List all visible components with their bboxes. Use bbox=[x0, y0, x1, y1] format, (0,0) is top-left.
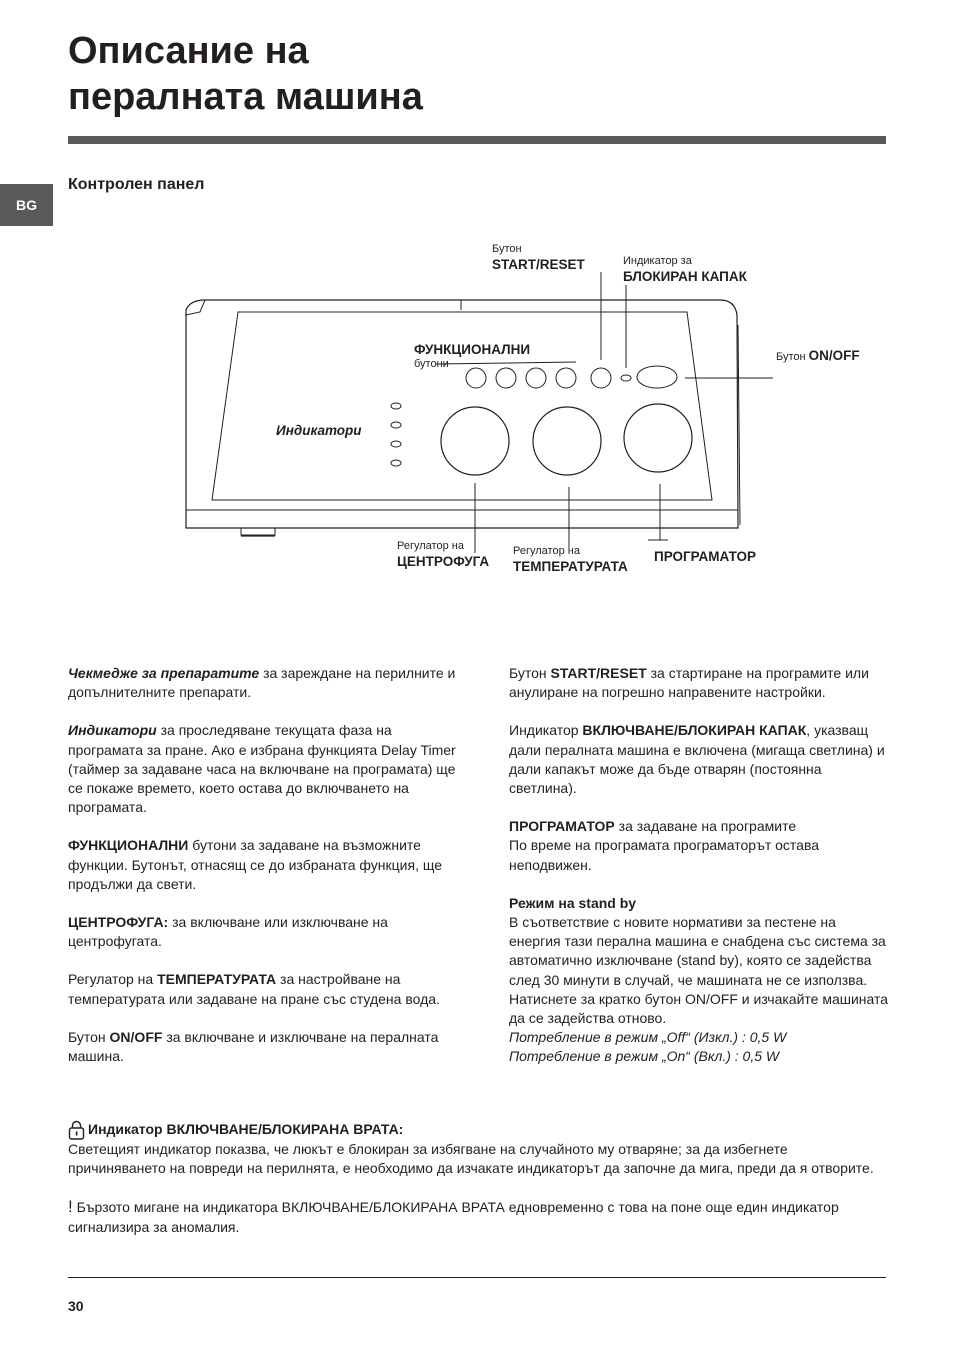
programmer-knob bbox=[624, 404, 692, 472]
lock-indicator-section bbox=[68, 1120, 886, 1237]
page-number: 30 bbox=[68, 1298, 84, 1314]
lid-lock-led bbox=[621, 375, 631, 381]
label-lid-indicator bbox=[623, 255, 747, 285]
temperature-knob bbox=[533, 407, 601, 475]
label-function-buttons-sub: бутони bbox=[414, 358, 449, 370]
text-detergent-drawer: за зареждане на перилните и допълнителните препарати. bbox=[68, 665, 456, 701]
lock-text: Светещият индикатор показва, че люкът е блокиран за избягване на случайното му отваряне; за да избегнете причиняването на повреди на перилнята, е необходимо да изчакате индикаторът да започне да мига, преди да я отворите. bbox=[68, 1141, 874, 1177]
label-temperature-sub: Регулатор на bbox=[513, 545, 580, 557]
desc-programmer bbox=[509, 817, 891, 875]
lock-heading-row bbox=[68, 1120, 886, 1140]
text-function-buttons: бутони за задаване на възможните функции. Бутонът, отнасящ се до избраната функция, ще продължи да свети. bbox=[68, 837, 442, 892]
desc-function-buttons bbox=[68, 836, 460, 894]
indicator-led-1 bbox=[391, 403, 401, 409]
term-detergent-drawer: Чекмедже за препаратите bbox=[68, 665, 260, 681]
right-column bbox=[509, 664, 891, 1067]
panel-outline bbox=[186, 300, 738, 528]
label-lid-indicator-sub: Индикатор за bbox=[623, 255, 692, 267]
desc-start-reset bbox=[509, 664, 891, 702]
footer-rule bbox=[68, 1277, 886, 1278]
standby-text: В съответствие с новите нормативи за пестене на енергия тази перална машина е снабдена със система за автоматично изключване (stand by), която се задейства след 30 минути в случай, че машината не се използва. Натиснете за кратко бутон ON/OFF и изчакайте машината да се задейства отново. bbox=[509, 914, 889, 1027]
desc-onoff bbox=[68, 1028, 460, 1066]
standby-heading: Режим на stand by bbox=[509, 894, 637, 911]
label-temperature bbox=[513, 545, 628, 575]
start-reset-button-shape bbox=[591, 368, 611, 388]
label-indicators: Индикатори bbox=[276, 423, 362, 438]
indicator-led-3 bbox=[391, 441, 401, 447]
spin-knob bbox=[441, 407, 509, 475]
lock-heading: Индикатор ВКЛЮЧВАНЕ/БЛОКИРАНА ВРАТА: bbox=[88, 1121, 404, 1138]
label-start-reset-main: START/RESET bbox=[492, 257, 585, 272]
term-indicators: Индикатори bbox=[68, 722, 157, 739]
text-programmer-2: По време на програмата програматорът остава неподвижен. bbox=[509, 837, 820, 873]
text-spin: за включване или изключване на центрофугата. bbox=[68, 914, 388, 950]
standby-consumption-on: Потребление в режим „On“ (Вкл.) : 0,5 W bbox=[509, 1048, 780, 1065]
warning-text: Бързото мигане на индикатора ВКЛЮЧВАНЕ/БЛОКИРАНА ВРАТА едновременно с това на поне още един индикатор сигнализира за аномалия. bbox=[68, 1199, 839, 1235]
prefix-start-reset: Бутон bbox=[509, 665, 551, 681]
padlock-icon bbox=[68, 1120, 85, 1140]
text-start-reset: за стартиране на програмите или анулиране на погрешно направените настройки. bbox=[509, 665, 869, 701]
title-line-2: пералната машина bbox=[68, 76, 423, 118]
desc-indicators bbox=[68, 721, 460, 817]
desc-detergent-drawer bbox=[68, 664, 460, 702]
prefix-lid-indicator: Индикатор bbox=[509, 722, 583, 739]
label-lid-indicator-main: БЛОКИРАН КАПАК bbox=[623, 269, 747, 284]
desc-standby bbox=[509, 894, 891, 1067]
label-onoff bbox=[776, 349, 860, 364]
term-start-reset: START/RESET bbox=[550, 665, 647, 681]
term-function-buttons: ФУНКЦИОНАЛНИ bbox=[68, 837, 189, 854]
onoff-button-shape bbox=[637, 366, 677, 388]
text-indicators: за проследяване текущата фаза на програмата за пране. Ако е избрана функцията Delay Timer (таймер за задаване часа на включване на програмата) ще се покаже времето, което остава до включването на програмата. bbox=[68, 722, 456, 816]
exclamation-icon: ! bbox=[68, 1197, 73, 1217]
standby-consumption-off: Потребление в режим „Off“ (Изкл.) : 0,5 W bbox=[509, 1029, 787, 1046]
text-programmer: за задаване на програмите bbox=[614, 818, 797, 835]
indicator-led-2 bbox=[391, 422, 401, 428]
label-spin-sub: Регулатор на bbox=[397, 540, 464, 552]
label-spin-main: ЦЕНТРОФУГА bbox=[397, 554, 490, 569]
term-onoff: ON/OFF bbox=[109, 1028, 163, 1045]
label-start-reset-sub: Бутон bbox=[492, 243, 522, 255]
term-temperature: ТЕМПЕРАТУРАТА bbox=[157, 971, 277, 988]
desc-lid-indicator bbox=[509, 721, 891, 798]
term-programmer: ПРОГРАМАТОР bbox=[509, 818, 615, 835]
language-tab: BG bbox=[0, 184, 53, 226]
section-heading: Контролен панел bbox=[68, 176, 205, 193]
term-spin: ЦЕНТРОФУГА: bbox=[68, 914, 169, 931]
warning-paragraph bbox=[68, 1197, 886, 1236]
prefix-temperature: Регулатор на bbox=[68, 971, 158, 988]
text-temperature: за настройване на температурата или задаване на пране със студена вода. bbox=[68, 971, 440, 1007]
prefix-onoff: Бутон bbox=[68, 1028, 110, 1045]
desc-spin bbox=[68, 913, 460, 951]
label-programmer bbox=[654, 548, 756, 565]
label-start-reset bbox=[492, 243, 585, 273]
function-button-1 bbox=[466, 368, 486, 388]
label-onoff-main: ON/OFF bbox=[808, 348, 860, 363]
left-column bbox=[68, 664, 460, 1066]
function-button-4 bbox=[556, 368, 576, 388]
label-programmer-main: ПРОГРАМАТОР bbox=[654, 549, 756, 564]
indicator-led-4 bbox=[391, 460, 401, 466]
function-button-2 bbox=[496, 368, 516, 388]
term-lid-indicator: ВКЛЮЧВАНЕ/БЛОКИРАН КАПАК bbox=[582, 722, 807, 739]
function-button-3 bbox=[526, 368, 546, 388]
label-onoff-prefix: Бутон bbox=[776, 351, 809, 363]
label-function-buttons-main: ФУНКЦИОНАЛНИ bbox=[414, 342, 531, 357]
label-temperature-main: ТЕМПЕРАТУРАТА bbox=[513, 559, 628, 574]
desc-temperature bbox=[68, 970, 460, 1008]
title-line-1: Описание на bbox=[68, 30, 309, 72]
label-function-buttons bbox=[414, 341, 530, 371]
label-spin bbox=[397, 540, 489, 570]
text-onoff: за включване и изключване на пералната машина. bbox=[68, 1028, 439, 1065]
text-lid-indicator: , указващ дали пералната машина е включена (мигаща светлина) и дали капакът може да бъде отварян (постоянна светлина). bbox=[509, 722, 885, 797]
